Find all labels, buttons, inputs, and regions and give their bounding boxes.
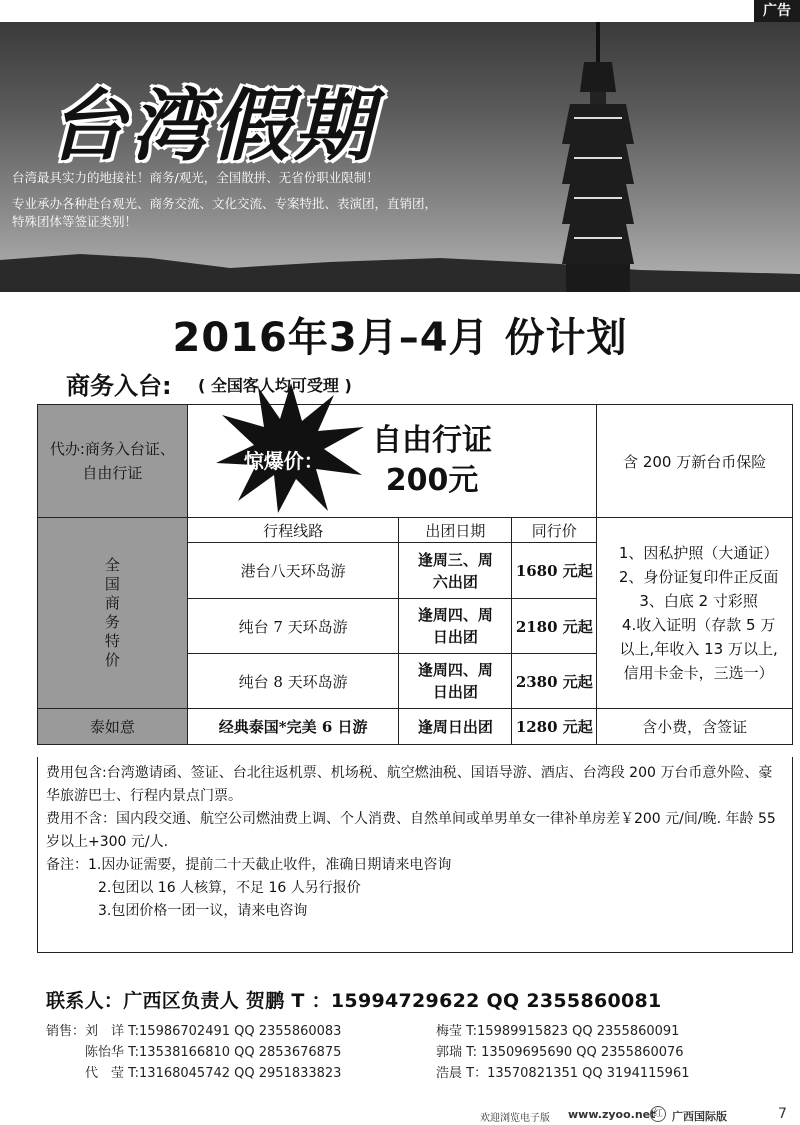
date-cell — [399, 599, 512, 654]
banner-services-cont: 特殊团体等签证类别！ — [12, 214, 138, 229]
fees-box — [37, 757, 793, 953]
thai-note: 含小费，含签证 — [597, 709, 793, 745]
insurance-cell — [597, 405, 793, 518]
sales-item: 代 莹 T:13168045742 QQ 2951833823 — [46, 1066, 342, 1081]
price-table — [37, 404, 793, 745]
fees-note-3: 3.包团价格一团一议，请来电咨询 — [98, 903, 308, 919]
agent-label: 代办:商务入台证、自由行证 — [49, 440, 175, 482]
banner — [0, 22, 800, 292]
free-visa-price: 200元 — [385, 463, 479, 498]
fees-note-1: 备注：1.因办证需要，提前二十天截止收件，准确日期请来电咨询 — [46, 857, 452, 873]
requirement-item: 2、身份证复印件正反面 — [618, 568, 779, 586]
free-visa-cell — [187, 405, 596, 518]
requirement-item: 以上,年收入 13 万以上, — [619, 640, 778, 658]
header-date: 出团日期 — [399, 518, 512, 543]
requirement-item: 4.收入证明（存款 5 万 — [621, 616, 776, 634]
sales-item: 销售：刘 详 T:15986702491 QQ 2355860083 — [46, 1024, 342, 1039]
date-text: 逢周四、周日出团 — [417, 661, 493, 701]
price-cell: 1680 元起 — [512, 543, 597, 599]
side-label: 全国商务特价 — [104, 556, 120, 669]
thai-label: 泰如意 — [38, 709, 188, 745]
section-note: ( 全国客人均可受理 ) — [198, 376, 352, 395]
thai-row — [38, 709, 793, 745]
price-cell: 2380 元起 — [512, 654, 597, 709]
date-cell — [399, 543, 512, 599]
fees-excluded: 费用不含：国内段交通、航空公司燃油费上调、个人消费、自然单间或单男单女一律补单房差￥200 元/间/晚. 年龄 55 岁以上+300 元/人. — [46, 811, 776, 850]
fees-included: 费用包含:台湾邀请函、签证、台北往返机票、机场税、航空燃油税、国语导游、酒店、台湾段 200 万台币意外险、豪华旅游巴士、行程内景点门票。 — [46, 765, 773, 804]
sales-item: 陈怡华 T:13538166810 QQ 2853676875 — [46, 1045, 342, 1060]
footer-edition: 广西国际版 — [672, 1110, 727, 1123]
publisher-logo-icon: 红 — [650, 1106, 666, 1122]
thai-date: 逢周日出团 — [399, 709, 512, 745]
sales-item: 浩晨 T：13570821351 QQ 3194115961 — [436, 1066, 690, 1081]
page-number: 7 — [778, 1106, 787, 1122]
ad-tag: 广告 — [754, 0, 800, 22]
section-title: 商务入台: — [66, 372, 172, 400]
date-cell — [399, 654, 512, 709]
fees-note-2: 2.包团以 16 人核算，不足 16 人另行报价 — [98, 880, 361, 896]
agent-cell — [38, 405, 188, 518]
footer-text: 欢迎浏览电子版 — [480, 1113, 550, 1124]
plan-title: 2016年3月–4月 份计划 — [172, 315, 628, 361]
date-text: 逢周三、周六出团 — [417, 550, 493, 591]
requirement-item: 信用卡金卡，三选一） — [623, 664, 774, 682]
thai-route: 经典泰国*完美 6 日游 — [187, 709, 399, 745]
free-visa-title: 自由行证 — [372, 423, 493, 458]
side-label-cell — [38, 518, 188, 709]
header-route: 行程线路 — [187, 518, 399, 543]
footer — [480, 1103, 800, 1125]
route-cell: 港台八天环岛游 — [187, 543, 399, 599]
requirement-item: 3、白底 2 寸彩照 — [639, 592, 758, 610]
banner-title: 台湾假期 — [48, 82, 377, 172]
requirement-item: 1、因私护照（大通证） — [618, 544, 779, 562]
thai-price: 1280 元起 — [512, 709, 597, 745]
footer-url[interactable]: www.zyoo.net — [568, 1108, 656, 1121]
requirements-cell — [597, 518, 793, 709]
sales-item: 郭瑞 T: 13509695690 QQ 2355860076 — [436, 1045, 684, 1060]
date-text: 逢周四、周日出团 — [417, 606, 493, 646]
sales-item: 梅莹 T:15989915823 QQ 2355860091 — [436, 1024, 680, 1039]
banner-services: 专业承办各种赴台观光、商务交流、文化交流、专案特批、表演团，直销团， — [12, 196, 438, 211]
route-cell: 纯台 7 天环岛游 — [187, 599, 399, 654]
contact-line: 联系人：广西区负责人 贺鹏 T ：15994729622 QQ 2355860081 — [46, 990, 662, 1012]
insurance-text: 含 200 万新台币保险 — [623, 452, 767, 471]
banner-tagline: 台湾最具实力的地接社！商务/观光，全国散拼、无省份职业限制！ — [12, 170, 379, 185]
price-cell: 2180 元起 — [512, 599, 597, 654]
burst-label: 惊爆价： — [243, 449, 324, 473]
route-cell: 纯台 8 天环岛游 — [187, 654, 399, 709]
header-price: 同行价 — [512, 518, 597, 543]
